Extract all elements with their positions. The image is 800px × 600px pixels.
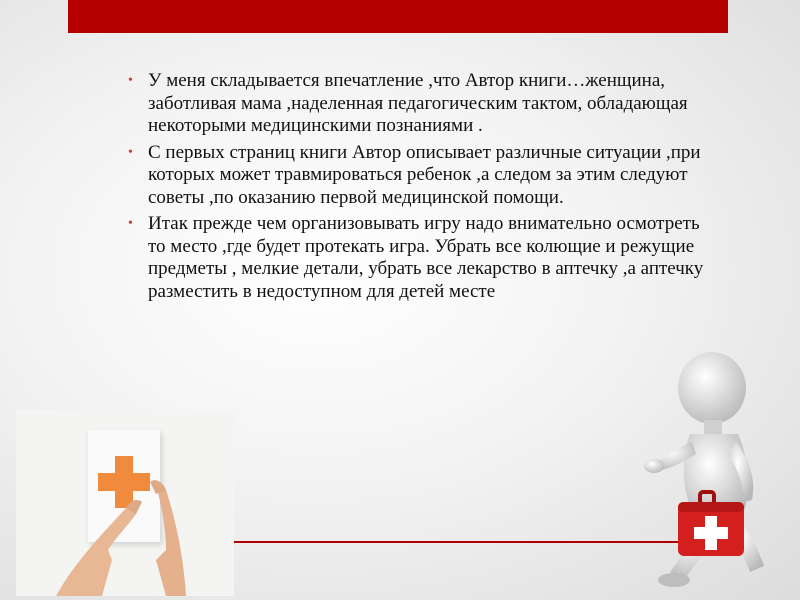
bullet-text: Итак прежде чем организовывать игру надо внимательно осмотреть то место ,где будет протекать игра. Убрать все колющие и режущие предметы , мелкие детали, убрать все лекарство в аптечку ,а аптечку разместить в недоступном для детей месте [148, 213, 704, 302]
bullet-item [128, 213, 718, 303]
bullet-dot-icon: • [128, 73, 133, 88]
white-figure-with-first-aid-kit [640, 350, 800, 600]
bullet-text: У меня складывается впечатление ,что Автор книги…женщина, заботливая мама ,наделенная педагогическим тактом, обладающая некоторыми медицинскими познаниями . [148, 70, 688, 136]
header-band [68, 0, 728, 33]
bullet-list [128, 70, 718, 303]
figure-head [678, 352, 746, 424]
bullet-dot-icon: • [128, 144, 133, 160]
bullet-item [128, 70, 718, 138]
hands-icon [16, 410, 234, 596]
bullet-dot-icon: • [128, 216, 133, 231]
bottom-accent-line [234, 541, 694, 543]
bullet-item [128, 142, 718, 210]
slide-content [128, 70, 718, 307]
bullet-text: С первых страниц книги Автор описывает различные ситуации ,при которых может травмироваться ребенок ,а следом за этим следуют советы ,по оказанию первой медицинской помощи. [148, 141, 701, 208]
first-aid-photo [16, 410, 234, 596]
